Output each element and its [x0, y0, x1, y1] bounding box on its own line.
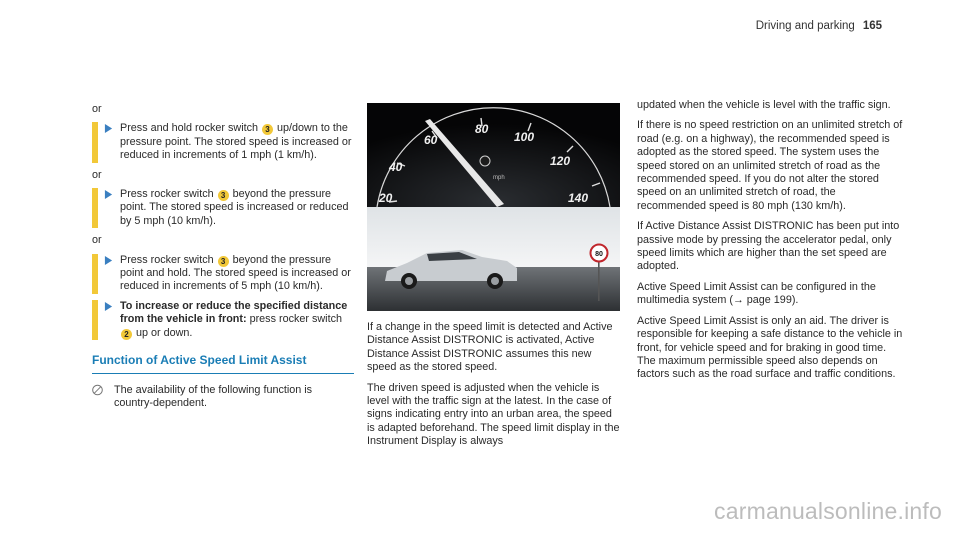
gauge-tick: 60 [424, 133, 438, 147]
step-item [92, 122, 354, 162]
callout-number: 3 [262, 124, 273, 135]
callout-number: 3 [218, 256, 229, 267]
sign-speed-value: 80 [595, 251, 603, 258]
gauge-tick: 80 [475, 122, 489, 136]
header-section: Driving and parking [755, 20, 855, 32]
column-1 [92, 99, 354, 410]
paragraph: The driven speed is adjusted when the vehicle is level with the traffic sign at the latest. In the case of signs indicating entry into an urban area, the speed is adapted beforehand. The speed limit display in the Instrument Display is always [367, 381, 620, 448]
callout-number: 3 [218, 190, 229, 201]
watermark: carmanualsonline.info [714, 498, 942, 524]
paragraph: If there is no speed restriction on an unlimited stretch of road (e.g. on a highway), the recommended speed is adopted as the stored speed. The system uses the speed stored on an unlimited stretch of road as the recommended speed. If you do not alter the stored speed on an unlimited stretch of road, the recommended speed is 80 mph (130 km/h). [637, 119, 903, 212]
note [92, 384, 354, 411]
column-3 [637, 99, 905, 389]
gauge-tick: 40 [389, 160, 403, 174]
or-label: or [92, 234, 102, 247]
gauge-tick: 100 [514, 130, 535, 144]
speedometer-illustration [367, 103, 620, 311]
or-label: or [92, 103, 102, 115]
page-header [756, 20, 882, 32]
paragraph: If a change in the speed limit is detected and Active Distance Assist DISTRONIC is activated, Active Distance Assist DISTRONIC assumes this new speed as the stored speed. [367, 321, 613, 374]
step-bar [92, 254, 98, 294]
paragraph: Active Speed Limit Assist is only an aid. The driver is responsible for keeping a safe distance to the vehicle in front, for vehicle speed and for braking in good time. The maximum permissible speed also depends on factors such as the road surface and traffic conditions. [637, 314, 903, 381]
step-text: Press rocker switch 3 beyond the pressure point. The stored speed is increased or reduced by 5 mph (10 km/h). [120, 188, 349, 227]
gauge-unit: mph [493, 175, 505, 181]
info-icon [92, 384, 114, 411]
column-2 [367, 321, 621, 456]
paragraph: If Active Distance Assist DISTRONIC has been put into passive mode by pressing the accelerator pedal, only speed limits which are higher than the set speed are adopted. [637, 220, 900, 273]
paragraph: updated when the vehicle is level with the traffic sign. [637, 99, 891, 111]
step-text: Press and hold rocker switch 3 up/down to the pressure point. The stored speed is increased or reduced in increments of 1 mph (1 km/h). [120, 122, 352, 162]
step-bar [92, 122, 98, 162]
note-text: The availability of the following function is country-dependent. [114, 383, 313, 409]
page-number: 165 [862, 20, 882, 32]
step-item [92, 254, 354, 294]
gauge-tick: 140 [568, 191, 589, 205]
callout-number: 2 [121, 329, 132, 340]
speed-limit-indicator-icon [480, 156, 490, 166]
step-bar [92, 188, 98, 228]
arrow-icon [104, 254, 120, 294]
step-text: Press rocker switch 3 beyond the pressure point and hold. The stored speed is increased or reduced in increments of 5 mph (10 km/h). [120, 253, 351, 293]
gauge-tick: 120 [550, 154, 571, 168]
arrow-icon [104, 122, 120, 162]
gauge-tick: 20 [379, 191, 393, 205]
or-label: or [92, 168, 102, 181]
arrow-icon [104, 300, 120, 340]
step-item [92, 188, 354, 228]
step-text: To increase or reduce the specified distance from the vehicle in front: press rocker switch 2 up or down. [120, 299, 348, 339]
step-item [92, 300, 354, 340]
step-bar [92, 300, 98, 340]
arrow-icon [104, 188, 120, 228]
section-title: Function of Active Speed Limit Assist [92, 354, 354, 373]
paragraph: Active Speed Limit Assist can be configured in the multimedia system (→ page 199). [637, 280, 876, 307]
